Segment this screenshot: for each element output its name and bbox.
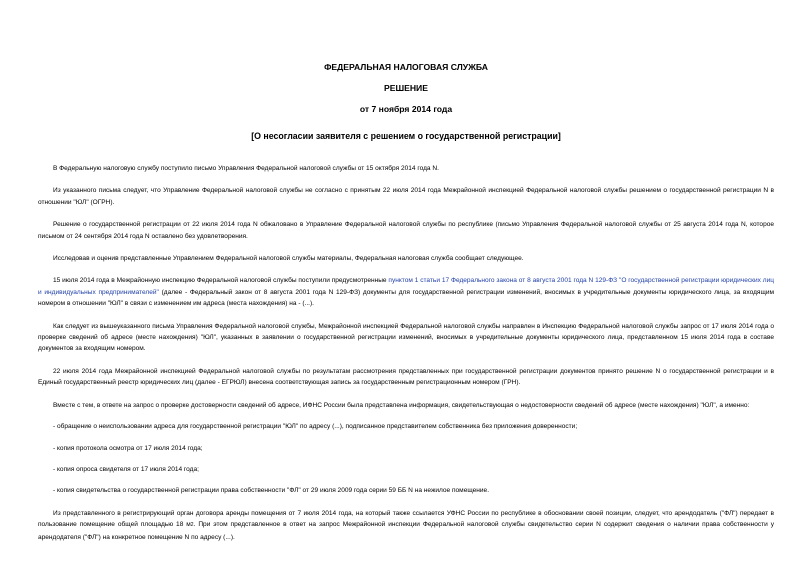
paragraph-4: Исследовав и оценив представленные Управлением Федеральной налоговой службы материалы, Федеральная налоговая служба сообщает следующее. (53, 255, 524, 263)
agency-title: ФЕДЕРАЛЬНАЯ НАЛОГОВАЯ СЛУЖБА (324, 62, 488, 72)
paragraph-3: Решение о государственной регистрации от 22 июля 2014 года N обжаловано в Управление Федеральной налоговой службы по республике (письмо Управления Федеральной налоговой службы от 25 августа 2014 года N, которое письмом от 24 сентября 2014 года N оставлено без удовлетворения. (38, 221, 774, 240)
list-item-4: - копия свидетельства о государственной регистрации права собственности "ФЛ" от 29 июля 2009 года серии 59 ББ N на нежилое помещение. (53, 487, 490, 495)
document-date: от 7 ноября 2014 года (359, 104, 453, 114)
list-item-3: - копия опроса свидетеля от 17 июля 2014 года; (53, 465, 199, 473)
paragraph-6: Как следует из вышеуказанного письма Управления Федеральной налоговой службы, Межрайонной инспекцией Федеральной налоговой службы направлен в Инспекцию Федеральной налоговой службы запрос от 17 июля 2014 года о проверке сведений об адресе (месте нахождения) "ЮЛ", указанных в заявлении о государственной регистрации изменений, вносимых в учредительные документы юридического лица, представленном 15 июля 2014 года в составе документов за входящим номером. (38, 322, 774, 353)
paragraph-7: 22 июля 2014 года Межрайонной инспекцией Федеральной налоговой службы по результатам рассмотрения представленных при государственной регистрации документов принято решение N о государственной регистрации и в Единый государственный реестр юридических лиц (далее - ЕГРЮЛ) внесена соответствующая запись за государственным регистрационным номером (ГРН). (38, 367, 774, 387)
paragraph-5 (38, 275, 774, 309)
paragraph-1: В Федеральную налоговую службу поступило письмо Управления Федеральной налоговой службы от 15 октября 2014 года N. (53, 165, 439, 172)
paragraph-5-text-before: 15 июля 2014 года в Межрайонную инспекцию Федеральной налоговой службы поступили предусмотренные (53, 277, 389, 285)
area-unit-exponent: 2 (190, 522, 194, 529)
paragraph-5-text-after: (далее - Федеральный закон от 8 августа 2001 года N 129-ФЗ) документы для государственной регистрации изменений, вносимых в учредительные документы юридического лица, за входящим номером в отношении "ЮЛ" в связи с изменением им адреса (места нахождения) на - (...). (38, 288, 775, 308)
document-page (38, 62, 774, 543)
document-type: РЕШЕНИЕ (384, 83, 428, 93)
paragraph-13-text-before: Из представленного в регистрирующий орган договора аренды помещения от 7 июля 2014 года, на который также ссылается УФНС России по республике в обосновании своей позиции, следует, что арендодатель ("ФЛ") передает в пользование помещение общей площадью 18 м (38, 509, 774, 529)
list-item-2: - копия протокола осмотра от 17 июля 2014 года; (53, 444, 203, 452)
paragraph-13-text-after: . При этом представленное в ответ на запрос Межрайонной инспекции Федеральной налоговой службы свидетельство серии N содержит сведения о наличии права собственности у арендодателя ("ФЛ") на конкретное помещение N по адресу (...). (38, 521, 774, 541)
list-item-1: - обращение о неиспользовании адреса для государственной регистрации "ЮЛ" по адресу (...), подписанное представителем собственника без приложения доверенности; (53, 423, 578, 431)
paragraph-2: Из указанного письма следует, что Управление Федеральной налоговой службы не согласно с принятым 22 июля 2014 года Межрайонной инспекцией Федеральной налоговой службы решением о государственной регистрации N в отношении "ЮЛ" (ОГРН). (38, 187, 774, 206)
paragraph-8: Вместе с тем, в ответе на запрос о проверке достоверности сведений об адресе, ИФНС России была представлена информация, свидетельствующая о недостоверности сведений об адресе (месте нахождения) "ЮЛ", а именно: (53, 401, 750, 409)
law-reference-link[interactable]: пунктом 1 статьи 17 Федерального закона от 8 августа 2001 года N 129-ФЗ "О государственной регистрации юридических лиц и индивидуальных предпринимателей" (38, 277, 774, 296)
paragraph-13 (38, 508, 774, 543)
document-subject: [О несогласии заявителя с решением о государственной регистрации] (251, 131, 561, 141)
